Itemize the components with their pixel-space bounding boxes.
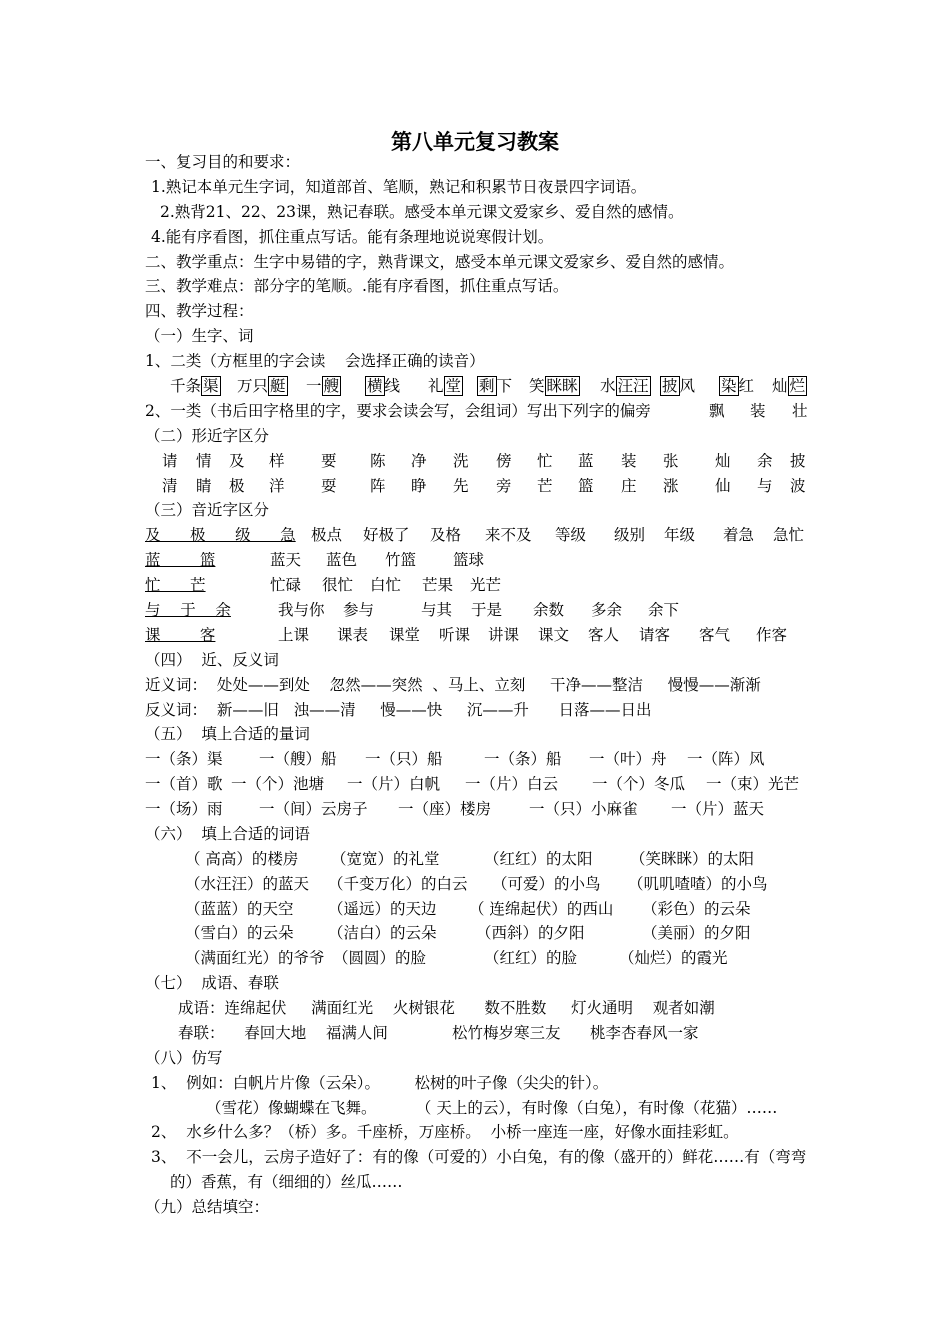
homophone-word: 余数 — [533, 601, 565, 619]
similar-char: 先 — [453, 477, 469, 495]
measure-word: 一（个）池塘 — [231, 775, 325, 793]
homophone-word: 好极了 — [363, 526, 410, 544]
measure-word: 一（个）冬瓜 — [592, 775, 686, 793]
homophone-word: 光芒 — [470, 576, 502, 594]
similar-char: 睁 — [411, 477, 427, 495]
part-9-heading: （九）总结填空： — [145, 1198, 270, 1216]
homophone-word: 请客 — [639, 626, 671, 644]
phrase: （ 连绵起伏）的西山 — [469, 900, 614, 918]
phrase: （西斜）的夕阳 — [476, 924, 585, 942]
similar-char: 样 — [269, 452, 285, 470]
homophone-word: 忙碌 — [270, 576, 302, 594]
antonyms-line: 反义词： 新——旧 浊——清 慢——快 沉——升 日落——日出 — [145, 701, 652, 719]
similar-char: 情 — [196, 452, 212, 470]
category-2-line: 1、二类（方框里的字会读 会选择正确的读音） — [145, 352, 485, 370]
section-4-heading: 四、教学过程： — [145, 302, 254, 320]
homophone-word: 课表 — [337, 626, 369, 644]
homophone-word: 蓝色 — [326, 551, 358, 569]
similar-char: 芒 — [537, 477, 553, 495]
similar-char: 陈 — [370, 452, 386, 470]
similar-char: 庄 — [621, 477, 637, 495]
similar-char: 忙 — [537, 452, 553, 470]
homophone-word: 听课 — [439, 626, 471, 644]
section-1-heading: 一、复习目的和要求： — [145, 153, 301, 171]
homophone-word: 着急 — [723, 526, 755, 544]
homophone-key: 课 客 — [145, 626, 216, 644]
homophone-word: 急忙 — [773, 526, 805, 544]
homophone-word: 等级 — [555, 526, 587, 544]
homophone-word: 来不及 — [485, 526, 532, 544]
boxed-word: 灿 烂 — [772, 377, 806, 395]
similar-char: 蓝 — [578, 452, 594, 470]
similar-char: 请 — [162, 452, 178, 470]
similar-char: 傍 — [496, 452, 512, 470]
similar-char: 极 — [229, 477, 245, 495]
part-7-heading: （七） 成语、春联 — [145, 974, 279, 992]
similar-char: 篮 — [578, 477, 594, 495]
boxed-word: 横 线 — [367, 377, 401, 395]
similar-char: 耍 — [321, 477, 337, 495]
similar-char: 阵 — [370, 477, 386, 495]
imitation-item: 的）香蕉，有（细细的）丝瓜…… — [170, 1173, 403, 1191]
phrase: （彩色）的云朵 — [642, 900, 751, 918]
homophone-word: 客人 — [588, 626, 620, 644]
phrase: （美丽）的夕阳 — [642, 924, 751, 942]
phrase: （蓝蓝）的天空 — [185, 900, 294, 918]
homophone-key: 蓝 篮 — [145, 551, 216, 569]
imitation-item: （雪花）像蝴蝶在飞舞。 （ 天上的云），有时像（白兔），有时像（花猫）…… — [206, 1099, 778, 1117]
phrase: （叽叽喳喳）的小鸟 — [628, 875, 768, 893]
homophone-word: 作客 — [756, 626, 788, 644]
boxed-word: 一 艘 — [306, 377, 340, 395]
part-6-heading: （六） 填上合适的词语 — [145, 825, 310, 843]
similar-char: 与 — [757, 477, 773, 495]
measure-word: 一（艘）船 — [259, 750, 337, 768]
phrase: （满面红光）的爷爷 — [185, 949, 325, 967]
homophone-word: 于是 — [471, 601, 503, 619]
similar-char: 余 — [757, 452, 773, 470]
phrase: （雪白）的云朵 — [185, 924, 294, 942]
phrase: （洁白）的云朵 — [328, 924, 437, 942]
homophone-word: 蓝天 — [270, 551, 302, 569]
similar-char: 波 — [790, 477, 806, 495]
similar-char: 装 — [621, 452, 637, 470]
similar-char: 张 — [663, 452, 679, 470]
boxed-word: 礼 堂 — [428, 377, 462, 395]
boxed-word: 万只 艇 — [237, 377, 286, 395]
similar-char: 及 — [229, 452, 245, 470]
couplets-line: 春联： 春回大地 福满人间 松竹梅岁寒三友 桃李杏春风一家 — [178, 1024, 699, 1042]
boxed-word: 水 汪汪 — [600, 377, 649, 395]
measure-word: 一（间）云房子 — [259, 800, 368, 818]
imitation-item: 1、 例如：白帆片片像（云朵）。 松树的叶子像（尖尖的针）。 — [151, 1074, 609, 1092]
measure-word: 一（片）白云 — [465, 775, 559, 793]
idioms-line: 成语：连绵起伏 满面红光 火树银花 数不胜数 灯火通明 观者如潮 — [178, 999, 715, 1017]
homophone-word: 级别 — [614, 526, 646, 544]
phrase: （笑眯眯）的太阳 — [630, 850, 755, 868]
measure-word: 一（束）光芒 — [706, 775, 800, 793]
similar-char: 旁 — [496, 477, 512, 495]
phrase: （水汪汪）的蓝天 — [185, 875, 310, 893]
homophone-word: 余下 — [648, 601, 680, 619]
homophone-word: 白忙 — [370, 576, 402, 594]
measure-word: 一（条）船 — [484, 750, 562, 768]
similar-char: 披 — [790, 452, 806, 470]
homophone-word: 我与你 — [278, 601, 325, 619]
homophone-word: 上课 — [278, 626, 310, 644]
homophone-key: 与 于 余 — [145, 601, 231, 619]
phrase: （灿烂）的霞光 — [619, 949, 728, 967]
measure-word: 一（片）白帆 — [347, 775, 441, 793]
homophone-word: 与其 — [421, 601, 453, 619]
homophone-word: 很忙 — [322, 576, 354, 594]
measure-word: 一（座）楼房 — [398, 800, 492, 818]
part-8-heading: （八）仿写 — [145, 1049, 223, 1067]
radical-char: 壮 — [792, 402, 808, 420]
phrase: （红红）的太阳 — [484, 850, 593, 868]
similar-char: 涨 — [663, 477, 679, 495]
boxed-word: 剩 下 — [479, 377, 513, 395]
homophone-word: 参与 — [343, 601, 375, 619]
goal-item: 1.熟记本单元生字词，知道部首、笔顺，熟记和积累节日夜景四字词语。 — [151, 178, 647, 196]
section-3-heading: 三、教学难点：部分字的笔顺。.能有序看图，抓住重点写话。 — [145, 277, 569, 295]
page-title: 第八单元复习教案 — [391, 130, 559, 154]
phrase: （红红）的脸 — [484, 949, 578, 967]
measure-word: 一（只）小麻雀 — [529, 800, 638, 818]
synonyms-line: 近义词： 处处——到处 忽然——突然 、马上、立刻 干净——整洁 慢慢——渐渐 — [145, 676, 761, 694]
phrase: （可爱）的小鸟 — [492, 875, 601, 893]
phrase: （宽宽）的礼堂 — [331, 850, 440, 868]
homophone-word: 年级 — [664, 526, 696, 544]
homophone-word: 竹篮 — [385, 551, 417, 569]
imitation-item: 3、 不一会儿，云房子造好了：有的像（可爱的）小白兔，有的像（盛开的）鲜花……有（弯弯 — [151, 1148, 807, 1166]
goal-item: 2.熟背21、22、23课，熟记春联。感受本单元课文爱家乡、爱自然的感情。 — [160, 203, 684, 221]
homophone-word: 及格 — [430, 526, 462, 544]
radical-char: 装 — [750, 402, 766, 420]
boxed-word: 染 红 — [721, 377, 755, 395]
measure-word: 一（叶）舟 — [589, 750, 667, 768]
similar-char: 清 — [162, 477, 178, 495]
boxed-word: 披 风 — [662, 377, 696, 395]
homophone-word: 篮球 — [453, 551, 485, 569]
measure-word: 一（阵）风 — [687, 750, 765, 768]
similar-char: 仙 — [715, 477, 731, 495]
homophone-word: 讲课 — [488, 626, 520, 644]
homophone-key: 忙 芒 — [145, 576, 206, 594]
measure-word: 一（条）渠 — [145, 750, 223, 768]
similar-char: 要 — [321, 452, 337, 470]
part-3-heading: （三）音近字区分 — [145, 501, 270, 519]
similar-char: 洗 — [453, 452, 469, 470]
measure-word: 一（片）蓝天 — [671, 800, 765, 818]
imitation-item: 2、 水乡什么多？（桥）多。千座桥，万座桥。 小桥一座连一座，好像水面挂彩虹。 — [151, 1123, 739, 1141]
phrase: （遥远）的天边 — [328, 900, 437, 918]
homophone-word: 课文 — [538, 626, 570, 644]
phrase: （千变万化）的白云 — [328, 875, 468, 893]
measure-word: 一（场）雨 — [145, 800, 223, 818]
section-2-heading: 二、教学重点：生字中易错的字，熟背课文，感受本单元课文爱家乡、爱自然的感情。 — [145, 253, 735, 271]
part-4-heading: （四） 近、反义词 — [145, 651, 279, 669]
similar-char: 灿 — [715, 452, 731, 470]
part-5-heading: （五） 填上合适的量词 — [145, 725, 310, 743]
homophone-word: 极点 — [311, 526, 343, 544]
homophone-word: 芒果 — [422, 576, 454, 594]
measure-word: 一（只）船 — [365, 750, 443, 768]
category-1-line: 2、一类（书后田字格里的字，要求会读会写，会组词）写出下列字的偏旁 — [145, 402, 651, 420]
homophone-word: 多余 — [591, 601, 623, 619]
homophone-word: 课堂 — [389, 626, 421, 644]
boxed-word: 笑 眯眯 — [529, 377, 578, 395]
similar-char: 洋 — [269, 477, 285, 495]
measure-word: 一（首）歌 — [145, 775, 223, 793]
boxed-word: 千条 渠 — [170, 377, 219, 395]
similar-char: 睛 — [196, 477, 212, 495]
part-2-heading: （二）形近字区分 — [145, 427, 270, 445]
goal-item: 4.能有序看图，抓住重点写话。能有条理地说说寒假计划。 — [151, 228, 554, 246]
radical-char: 飘 — [709, 402, 725, 420]
phrase: （ 高高）的楼房 — [185, 850, 299, 868]
homophone-key: 及 极 级 急 — [145, 526, 296, 544]
part-1-heading: （一）生字、词 — [145, 327, 254, 345]
homophone-word: 客气 — [699, 626, 731, 644]
phrase: （圆圆）的脸 — [333, 949, 427, 967]
similar-char: 净 — [411, 452, 427, 470]
